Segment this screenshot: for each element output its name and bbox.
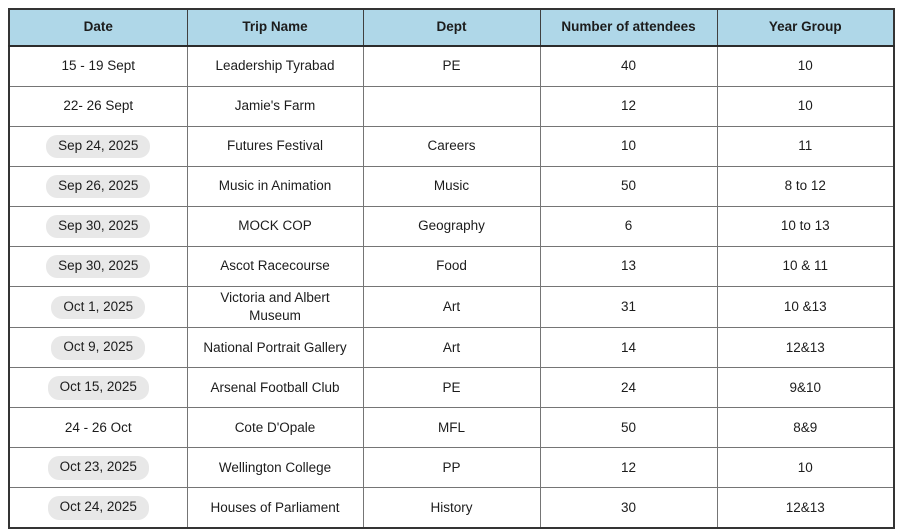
year-group-text: 10 (797, 98, 813, 114)
trip-name-text: Wellington College (218, 459, 332, 475)
header-row (9, 9, 894, 46)
trip-name-text: Cote D'Opale (234, 419, 316, 435)
attendees-text: 30 (620, 499, 637, 515)
trip-name-cell (187, 488, 363, 529)
dept-text: Food (436, 258, 467, 274)
year-group-cell (717, 448, 894, 488)
attendees-text: 10 (620, 138, 637, 154)
date-cell (9, 247, 187, 287)
date-cell (9, 87, 187, 127)
dept-text: Art (442, 299, 461, 315)
date-chip[interactable]: Oct 9, 2025 (51, 336, 145, 359)
year-group-cell (717, 87, 894, 127)
table-row (9, 167, 894, 207)
table-body (9, 46, 894, 528)
trip-name-cell (187, 127, 363, 167)
dept-text: MFL (438, 419, 465, 435)
date-cell (9, 368, 187, 408)
attendees-text: 40 (620, 58, 637, 74)
trip-name-text: Houses of Parliament (210, 499, 340, 515)
year-group-cell (717, 167, 894, 207)
dept-cell (363, 207, 540, 247)
year-group-cell (717, 127, 894, 167)
trip-name-cell (187, 287, 363, 328)
year-group-cell (717, 207, 894, 247)
trip-name-cell (187, 448, 363, 488)
attendees-cell (540, 247, 717, 287)
trip-name-cell (187, 368, 363, 408)
year-group-text: 10 &13 (783, 299, 827, 315)
date-cell (9, 448, 187, 488)
date-chip[interactable]: Sep 30, 2025 (46, 215, 150, 238)
date-cell (9, 328, 187, 368)
header-attendees: Number of attendees (540, 9, 717, 46)
trip-name-text: Victoria and Albert Museum (220, 290, 330, 324)
dept-cell (363, 167, 540, 207)
year-group-text: 10 & 11 (782, 258, 829, 274)
date-cell (9, 46, 187, 87)
dept-text: Music (433, 178, 470, 194)
year-group-cell (717, 488, 894, 529)
dept-cell (363, 287, 540, 328)
trip-name-text: Music in Animation (218, 178, 332, 194)
year-group-text: 8 to 12 (784, 178, 826, 194)
header-trip-name: Trip Name (187, 9, 363, 46)
year-group-cell (717, 247, 894, 287)
attendees-text: 12 (620, 459, 637, 475)
dept-cell (363, 408, 540, 448)
attendees-cell (540, 127, 717, 167)
trip-name-text: National Portrait Gallery (203, 339, 347, 355)
date-chip[interactable]: Oct 23, 2025 (48, 456, 149, 479)
table-row (9, 448, 894, 488)
attendees-cell (540, 287, 717, 328)
attendees-cell (540, 207, 717, 247)
table-row (9, 46, 894, 87)
date-chip[interactable]: Sep 26, 2025 (46, 175, 150, 198)
dept-text: PE (442, 379, 461, 395)
year-group-text: 10 to 13 (780, 218, 830, 234)
year-group-text: 8&9 (793, 419, 818, 435)
date-text: 24 - 26 Oct (64, 419, 132, 435)
date-chip[interactable]: Sep 30, 2025 (46, 255, 150, 278)
date-text: 22- 26 Sept (63, 98, 134, 114)
header-year-group: Year Group (717, 9, 894, 46)
year-group-text: 9&10 (789, 379, 822, 395)
trip-name-cell (187, 46, 363, 87)
date-cell (9, 488, 187, 529)
trip-name-text: MOCK COP (238, 218, 312, 234)
date-cell (9, 127, 187, 167)
date-chip[interactable]: Sep 24, 2025 (46, 135, 150, 158)
trip-name-text: Leadership Tyrabad (215, 58, 335, 74)
year-group-text: 11 (798, 138, 813, 154)
date-chip[interactable]: Oct 1, 2025 (51, 296, 145, 319)
trip-name-cell (187, 207, 363, 247)
attendees-cell (540, 87, 717, 127)
attendees-cell (540, 408, 717, 448)
attendees-text: 50 (620, 419, 637, 435)
table-row (9, 247, 894, 287)
dept-text: PE (442, 58, 461, 74)
year-group-cell (717, 368, 894, 408)
dept-cell (363, 127, 540, 167)
date-cell (9, 207, 187, 247)
trip-name-text: Jamie's Farm (234, 98, 316, 114)
trip-name-cell (187, 87, 363, 127)
attendees-text: 14 (620, 339, 637, 355)
attendees-cell (540, 448, 717, 488)
year-group-cell (717, 287, 894, 328)
header-dept: Dept (363, 9, 540, 46)
attendees-cell (540, 167, 717, 207)
year-group-text: 12&13 (785, 339, 825, 355)
dept-cell (363, 368, 540, 408)
dept-text: Art (442, 339, 461, 355)
attendees-text: 50 (620, 178, 637, 194)
date-cell (9, 167, 187, 207)
trip-name-cell (187, 247, 363, 287)
dept-cell (363, 247, 540, 287)
dept-text: Geography (418, 218, 485, 234)
table-row (9, 408, 894, 448)
header-date: Date (9, 9, 187, 46)
trip-name-text: Futures Festival (226, 138, 324, 154)
dept-text: Careers (427, 138, 476, 154)
dept-text: PP (442, 459, 461, 475)
table-row (9, 368, 894, 408)
year-group-text: 12&13 (785, 499, 825, 515)
table-row (9, 87, 894, 127)
dept-cell (363, 87, 540, 127)
attendees-text: 31 (620, 299, 637, 315)
attendees-cell (540, 46, 717, 87)
dept-cell (363, 488, 540, 529)
attendees-cell (540, 368, 717, 408)
trip-name-cell (187, 167, 363, 207)
table-row (9, 488, 894, 529)
year-group-cell (717, 328, 894, 368)
date-chip[interactable]: Oct 15, 2025 (48, 376, 149, 399)
dept-text: History (430, 499, 473, 515)
dept-cell (363, 46, 540, 87)
date-cell (9, 408, 187, 448)
attendees-text: 13 (620, 258, 637, 274)
table-row (9, 127, 894, 167)
table-row (9, 328, 894, 368)
table-header (9, 9, 894, 46)
year-group-text: 10 (797, 459, 813, 475)
dept-cell (363, 328, 540, 368)
date-chip[interactable]: Oct 24, 2025 (48, 496, 149, 519)
table-row (9, 207, 894, 247)
year-group-cell (717, 46, 894, 87)
dept-cell (363, 448, 540, 488)
year-group-cell (717, 408, 894, 448)
attendees-cell (540, 488, 717, 529)
attendees-cell (540, 328, 717, 368)
date-text: 15 - 19 Sept (61, 58, 136, 74)
attendees-text: 12 (620, 98, 637, 114)
attendees-text: 6 (624, 218, 633, 234)
trip-name-cell (187, 328, 363, 368)
date-cell (9, 287, 187, 328)
table-row (9, 287, 894, 328)
trips-table (8, 8, 895, 529)
trip-name-text: Arsenal Football Club (210, 379, 340, 395)
trip-name-text: Ascot Racecourse (220, 258, 330, 274)
year-group-text: 10 (797, 58, 813, 74)
attendees-text: 24 (620, 379, 637, 395)
trip-name-cell (187, 408, 363, 448)
